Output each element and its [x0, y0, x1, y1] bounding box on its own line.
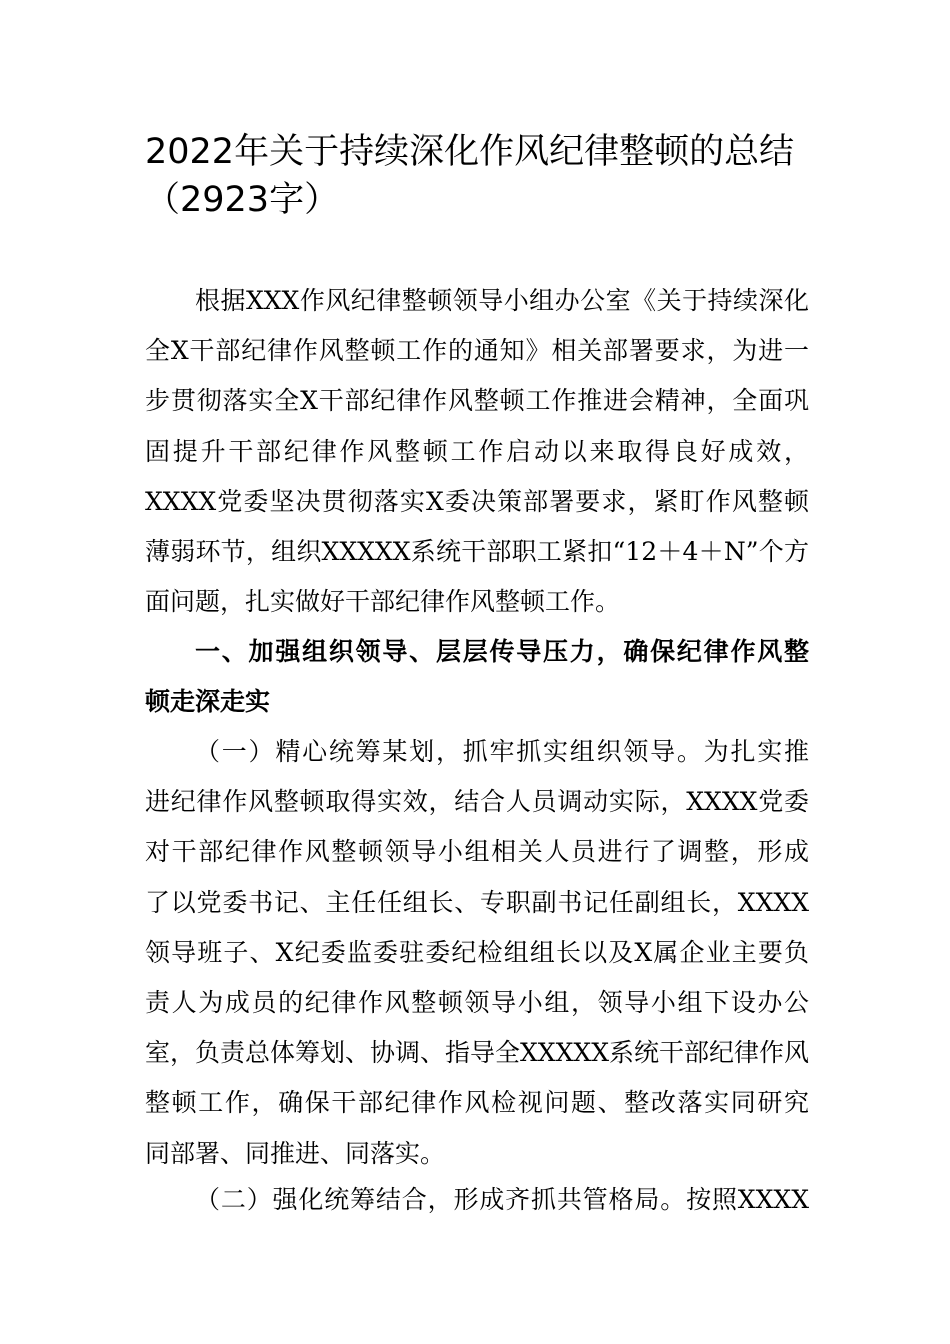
intro-line: 全X干部纪律作风整顿工作的通知》相关部署要求，为进一 — [145, 336, 809, 366]
intro-line: 步贯彻落实全X干部纪律作风整顿工作推进会精神，全面巩 — [145, 386, 809, 416]
para1-line: 责人为成员的纪律作风整顿领导小组，领导小组下设办公 — [145, 987, 809, 1017]
intro-line: 固提升干部纪律作风整顿工作启动以来取得良好成效， — [145, 436, 809, 466]
para1-line: （一）精心统筹某划，抓牢抓实组织领导。为扎实推 — [195, 737, 809, 766]
title-line-1: 2022年关于持续深化作风纪律整顿的总结 — [145, 132, 795, 172]
para1-line: 整顿工作，确保干部纪律作风检视问题、整改落实同研究 — [145, 1088, 809, 1118]
para1-line: 对干部纪律作风整顿领导小组相关人员进行了调整，形成 — [145, 837, 809, 867]
paragraph-2 — [145, 1175, 809, 1225]
intro-paragraph — [145, 276, 809, 627]
para1-line: 了以党委书记、主任任组长、专职副书记任副组长，XXXX — [145, 887, 809, 917]
title-line-2: （2923字） — [145, 180, 340, 220]
para1-line: 进纪律作风整顿取得实效，结合人员调动实际，XXXX党委 — [145, 787, 809, 817]
para1-line: 室，负责总体筹划、协调、指导全XXXXX系统干部纪律作风 — [145, 1038, 809, 1068]
section-heading-1 — [145, 627, 809, 727]
intro-line: XXXX党委坚决贯彻落实X委决策部署要求，紧盯作风整顿 — [145, 486, 809, 516]
intro-line: 根据XXX作风纪律整顿领导小组办公室《关于持续深化 — [195, 286, 809, 315]
intro-line: 面问题，扎实做好干部纪律作风整顿工作。 — [145, 587, 621, 617]
document-title — [145, 128, 825, 224]
para2-line: （二）强化统筹结合，形成齐抓共管格局。按照XXXX — [195, 1185, 809, 1214]
paragraph-1 — [145, 727, 809, 1179]
para1-line: 同部署、同推进、同落实。 — [145, 1138, 446, 1168]
heading-line: 一、加强组织领导、层层传导压力，确保纪律作风整 — [195, 637, 809, 666]
heading-line: 顿走深走实 — [145, 687, 271, 717]
intro-line: 薄弱环节，组织XXXXX系统干部职工紧扣“12＋4＋N”个方 — [145, 536, 809, 566]
para1-line: 领导班子、X纪委监委驻委纪检组组长以及X属企业主要负 — [145, 937, 809, 967]
